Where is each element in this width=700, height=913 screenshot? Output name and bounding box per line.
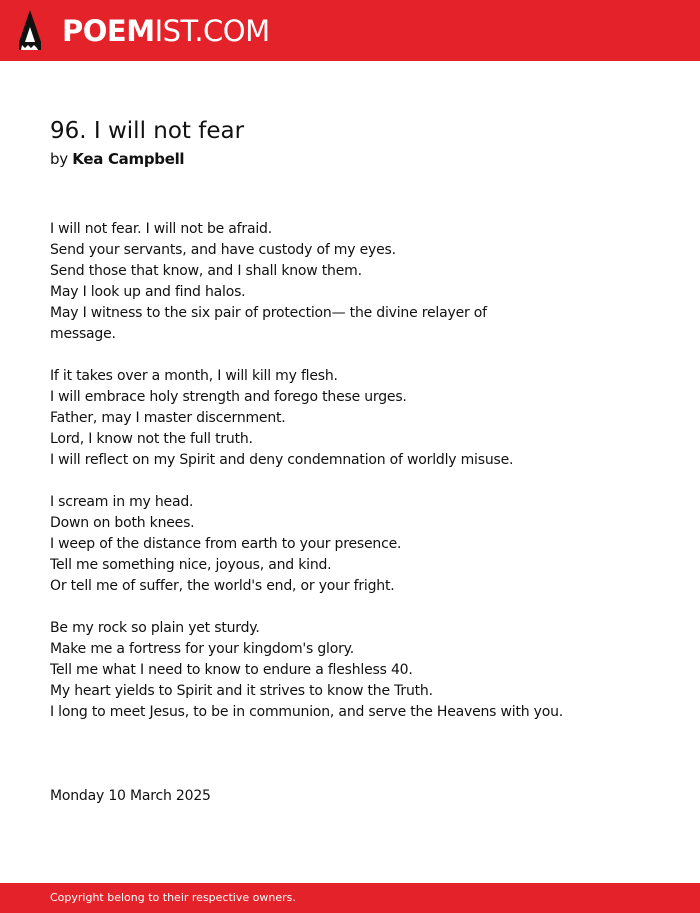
poem-line: I will not fear. I will not be afraid. [50,221,272,237]
byline [50,149,184,169]
author-name: Kea Campbell [72,150,185,168]
brand-light: IST.COM [154,14,270,48]
poem-line: I weep of the distance from earth to your presence. [50,536,402,552]
site-logo[interactable] [62,13,270,49]
poem-line: Tell me something nice, joyous, and kind. [50,557,332,573]
poem-line: I will embrace holy strength and forego these urges. [50,389,407,405]
site-footer [0,883,700,913]
poem-line: Father, may I master discernment. [50,410,286,426]
poem-line: My heart yields to Spirit and it strives to know the Truth. [50,683,433,699]
poem-line: I scream in my head. [50,494,194,510]
stanza [50,618,650,723]
poem-line: Or tell me of suffer, the world's end, or your fright. [50,578,395,594]
poem-line: Tell me what I need to know to endure a fleshless 40. [50,662,413,678]
poem-title: 96. I will not fear [50,118,245,144]
stanza [50,492,650,597]
poem-line: Be my rock so plain yet sturdy. [50,620,260,636]
poem-date: Monday 10 March 2025 [50,788,211,804]
pencil-icon[interactable] [16,9,44,51]
poem-line: I will reflect on my Spirit and deny condemnation of worldly misuse. [50,452,514,468]
poem-line: Send those that know, and I shall know them. [50,263,362,279]
stanza [50,219,650,345]
poem-line: Lord, I know not the full truth. [50,431,253,447]
site-header [0,0,700,61]
poem-line: If it takes over a month, I will kill my flesh. [50,368,338,384]
poem-body [50,219,650,744]
stanza [50,366,650,471]
poem-line: message. [50,326,116,342]
poem-line: Send your servants, and have custody of my eyes. [50,242,396,258]
by-prefix: by [50,150,68,168]
poem-line: May I witness to the six pair of protection— the divine relayer of [50,305,487,321]
poem-line: I long to meet Jesus, to be in communion, and serve the Heavens with you. [50,704,564,720]
copyright-text: Copyright belong to their respective owners. [50,891,296,904]
poem-line: Make me a fortress for your kingdom's glory. [50,641,355,657]
poem-line: May I look up and find halos. [50,284,246,300]
poem-line: Down on both knees. [50,515,195,531]
brand-bold: POEM [62,14,155,48]
